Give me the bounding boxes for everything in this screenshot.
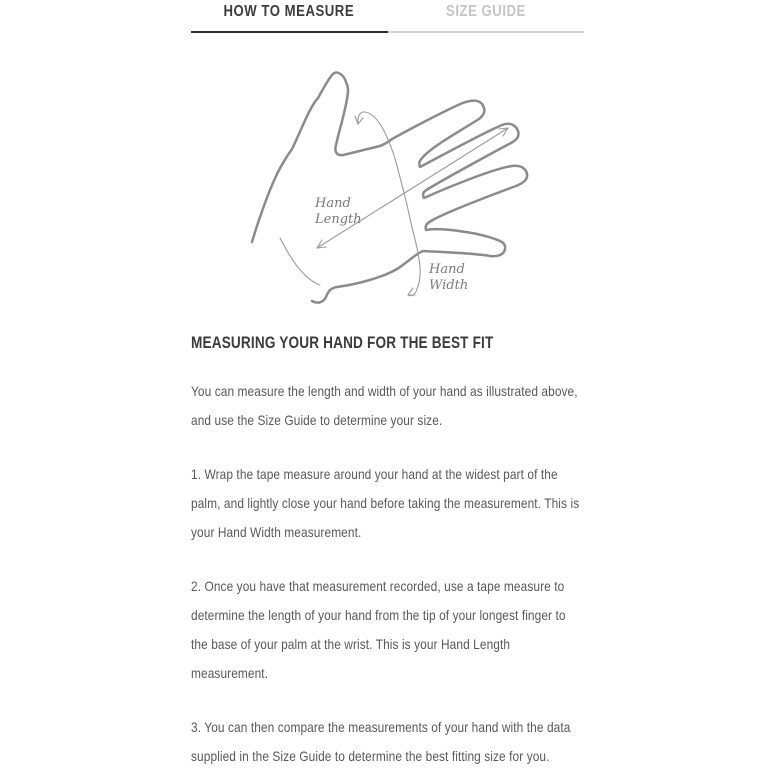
hand-length-label-line2: Length <box>315 212 362 227</box>
intro-paragraph: You can measure the length and width of your hand as illustrated above, and use the Size Guide to determine your size. <box>191 383 578 428</box>
section-heading: MEASURING YOUR HAND FOR THE BEST FIT <box>191 333 494 352</box>
size-guide-panel <box>191 0 584 771</box>
hand-length-label-line1: Hand <box>315 196 351 211</box>
tab-size-guide-label: SIZE GUIDE <box>445 3 526 20</box>
tab-bar <box>191 0 584 33</box>
step-2-paragraph: 2. Once you have that measurement recorded, use a tape measure to determine the length of your hand from the tip of your longest finger to the base of your palm at the wrist. This is your Hand Length measurement. <box>191 578 566 681</box>
wrist-crease-line <box>280 238 320 285</box>
tab-how-to-measure-label: HOW TO MEASURE <box>223 3 355 20</box>
hand-outline-drawing <box>252 73 527 303</box>
tab-size-guide[interactable] <box>388 0 585 33</box>
tab-how-to-measure[interactable] <box>191 0 388 33</box>
hand-diagram-svg <box>245 61 555 306</box>
hand-width-label-line2: Width <box>429 278 469 293</box>
hand-width-label-line1: Hand <box>429 262 465 277</box>
step-1-paragraph: 1. Wrap the tape measure around your hand at the widest part of the palm, and lightly close your hand before taking the measurement. This is your Hand Width measurement. <box>191 466 580 540</box>
hand-measurement-diagram <box>245 61 555 306</box>
step-3-paragraph: 3. You can then compare the measurements of your hand with the data supplied in the Size Guide to determine the best fitting size for you. <box>191 719 571 764</box>
